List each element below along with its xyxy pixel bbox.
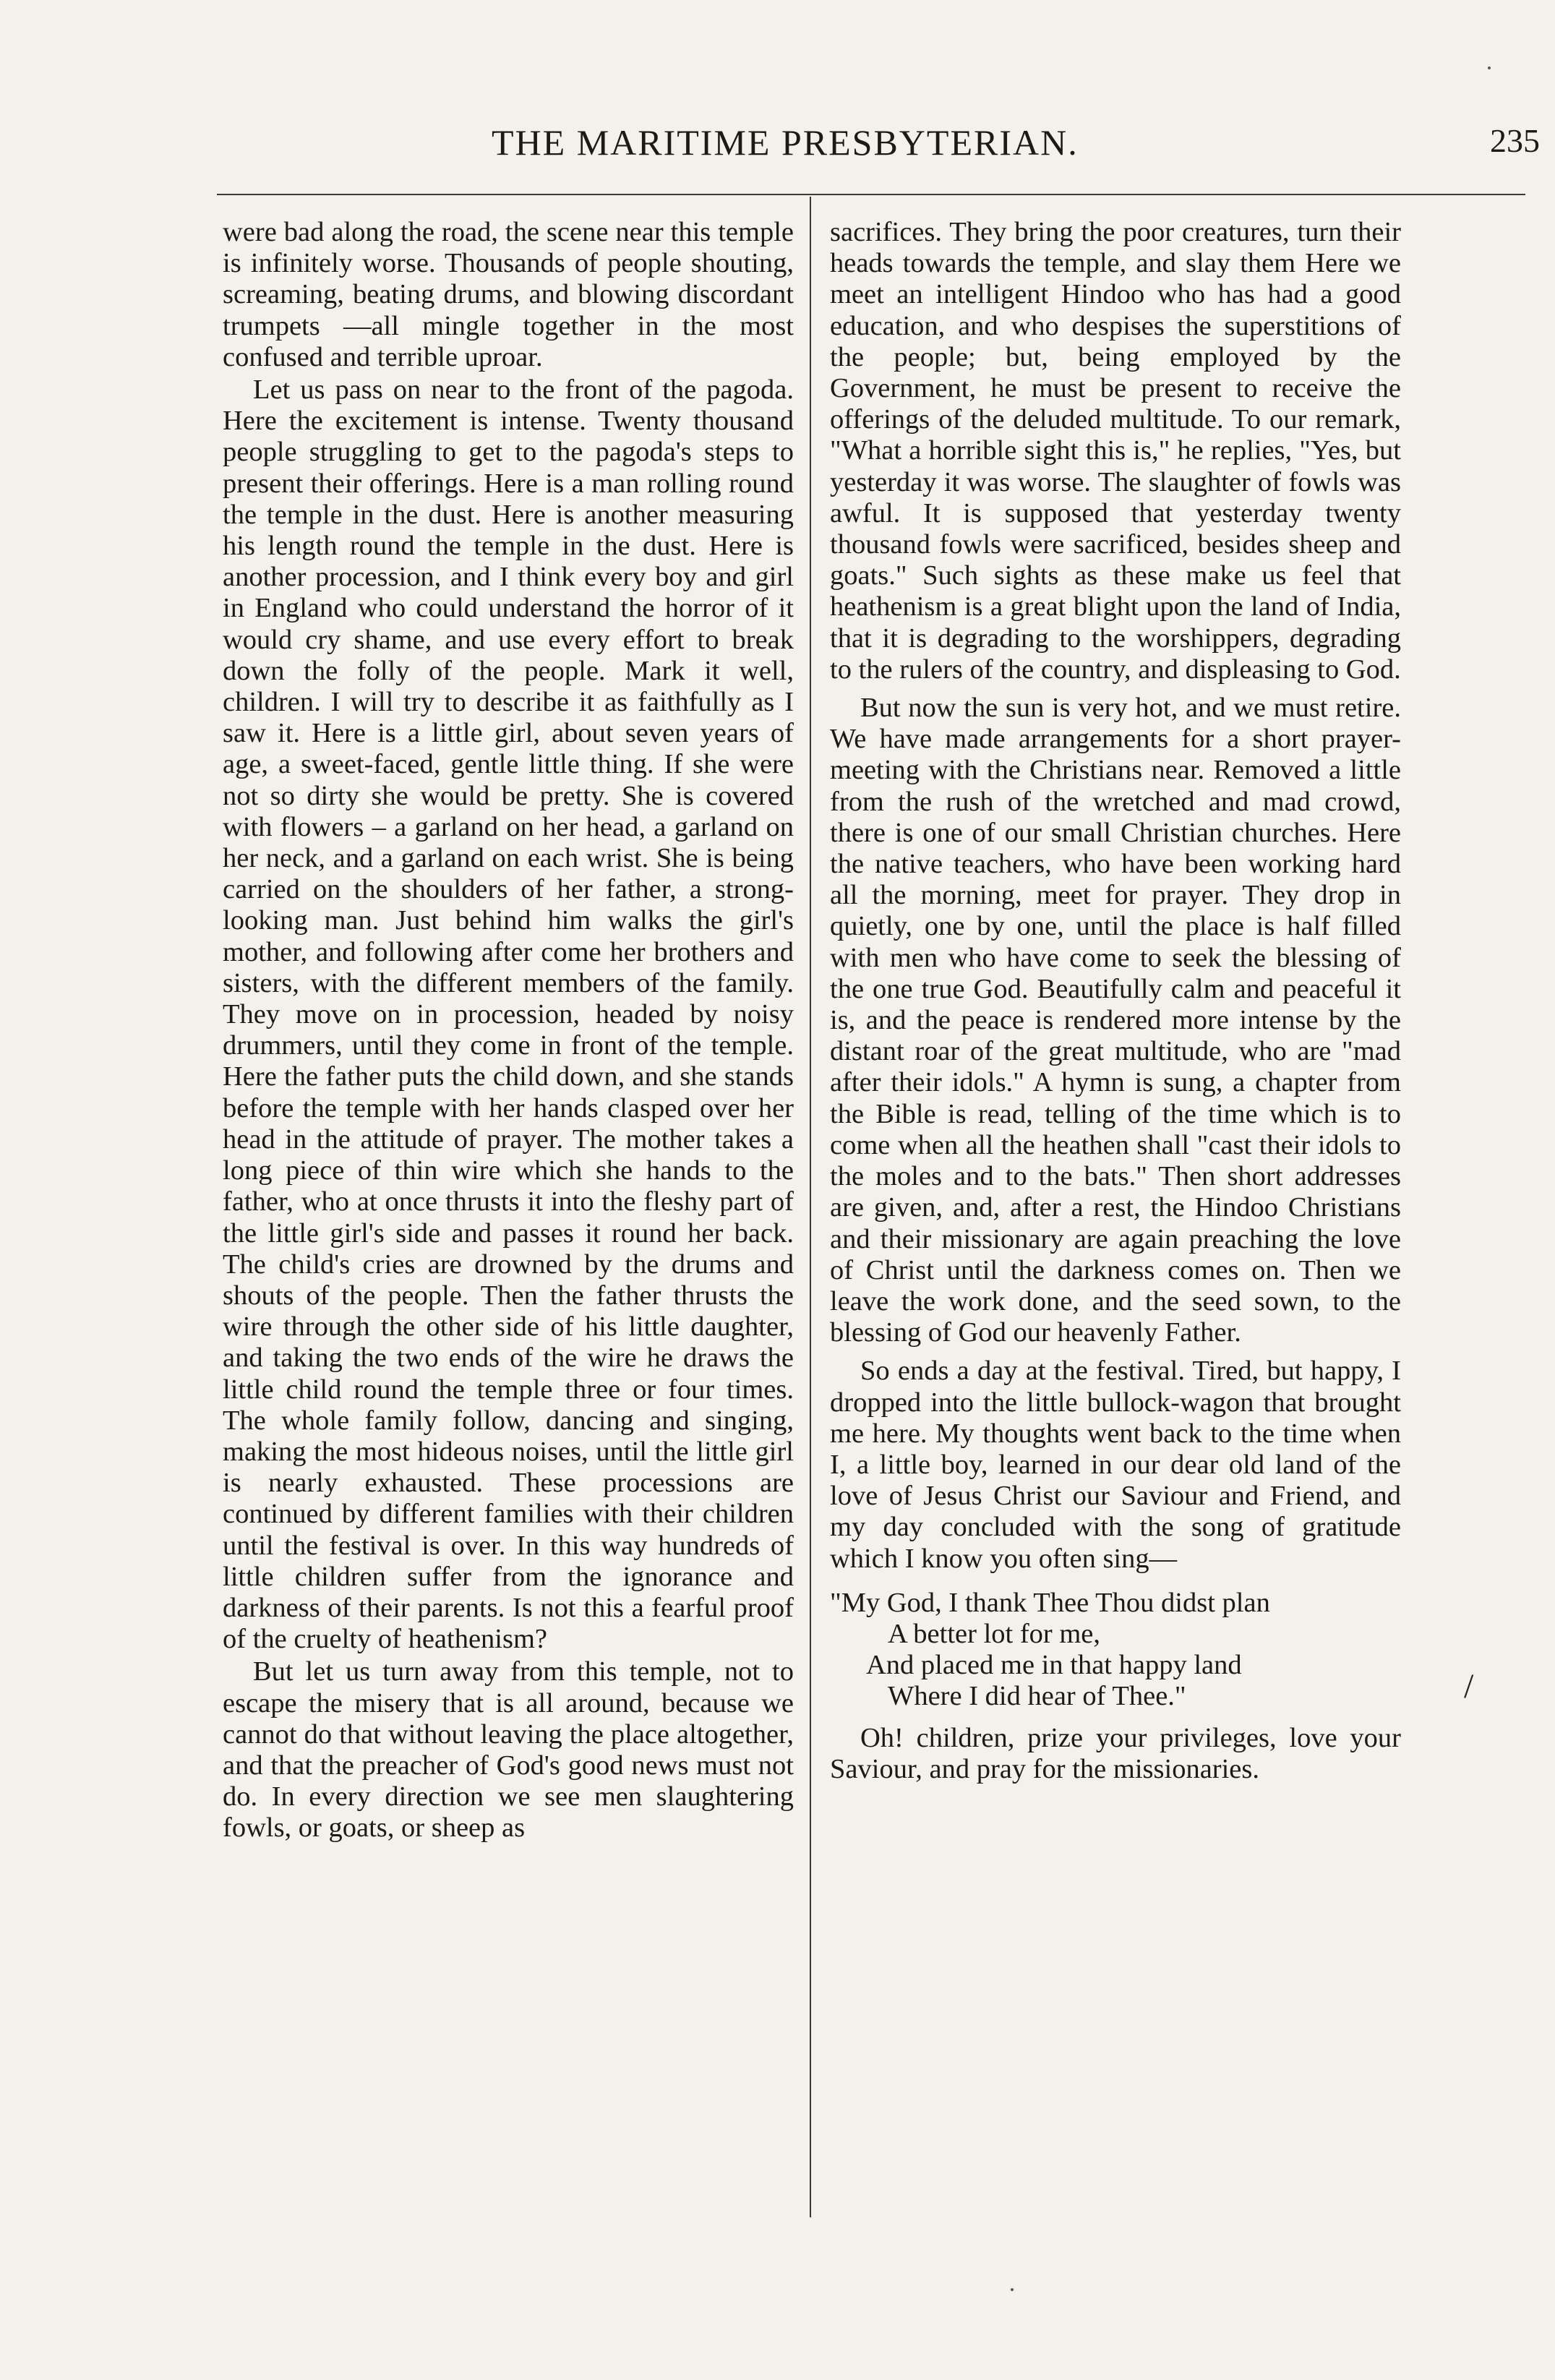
left-paragraph: But let us turn away from this temple, not to escape the misery that is all around, because we cannot do that without leaving the place altogether, and that the preacher of God's good news must not do. In every direction we see men slaughtering fowls, or goats, or sheep as (223, 1656, 794, 1844)
hymn-line: "My God, I thank Thee Thou didst plan (830, 1587, 1270, 1618)
right-paragraph: So ends a day at the festival. Tired, but happy, I dropped into the little bullock-wagon that brought me here. My thoughts went back to the time when I, a little boy, learned in our dear old land of the love of Jesus Christ our Saviour and Friend, and my day concluded with the song of gratitude which I know you often sing— (830, 1356, 1401, 1574)
left-paragraph: Let us pass on near to the front of the pagoda. Here the excitement is intense. Twenty thousand people struggling to get to the pagoda's steps to present their offerings. Here is a man rolling round the temple in the dust. Here is another measuring his length round the temple in the dust. Here is another procession, and I think every boy and girl in England who could understand the horror of it would cry shame, and use every effort to break down the folly of the people. Mark it well, children. I will try to describe it as faithfully as I saw it. Here is a little girl, about seven years of age, a sweet-faced, gentle little thing. If she were not so dirty she would be pretty. She is covered with flowers – a garland on her head, a garland on her neck, and a garland on each wrist. She is being carried on the shoulders of her father, a strong-looking man. Just behind him walks the girl's mother, and following after come her brothers and sisters, with the different members of the family. They move on in procession, headed by noisy drummers, until they come in front of the temple. Here the father puts the child down, and she stands before the temple with her hands clasped over her head in the attitude of prayer. The mother takes a long piece of thin wire which she hands to the father, who at once thrusts it into the fleshy part of the little girl's side and passes it round her back. The child's cries are drowned by the drums and shouts of the people. Then the father thrusts the wire through the other side of his little daughter, and taking the two ends of the wire he draws the little child round the temple three or four times. The whole family follow, dancing and singing, making the most hideous noises, until the little girl is nearly exhausted. These processions are continued by different families with their children until the festival is over. In this way hundreds of little children suffer from the ignorance and darkness of their parents. Is not this a fearful proof of the cruelty of heathenism? (223, 374, 794, 1655)
right-column (830, 217, 1401, 1785)
hymn-line: Where I did hear of Thee." (888, 1681, 1186, 1712)
right-paragraph: But now the sun is very hot, and we must retire. We have made arrangements for a short prayer-meeting with the Christians near. Removed a little from the rush of the wretched and mad crowd, there is one of our small Christian churches. Here the native teachers, who have been working hard all the morning, meet for prayer. They drop in quietly, one by one, until the place is half filled with men who have come to seek the blessing of the one true God. Beautifully calm and peaceful it is, and the peace is rendered more intense by the distant roar of the great multitude, who are "mad after their idols." A hymn is sung, a chapter from the Bible is read, telling of the time which is to come when all the heathen shall "cast their idols to the moles and to the bats." Then short addresses are given, and, after a rest, the Hindoo Christians and their missionary are again preaching the love of Christ until the darkness comes on. Then we leave the work done, and the seed sown, to the blessing of God our heavenly Father. (830, 693, 1401, 1348)
closing-paragraph: Oh! children, prize your privileges, love your Saviour, and pray for the missionaries. (830, 1722, 1401, 1784)
page-number: 235 (1490, 122, 1540, 159)
header-rule (217, 194, 1525, 195)
right-paragraph: sacrifices. They bring the poor creatures, turn their heads towards the temple, and slay them Here we meet an intelligent Hindoo who has had a good education, and who despises the superstitions of the people; but, being employed by the Government, he must be present to receive the offerings of the deluded multitude. To our remark, "What a horrible sight this is," he replies, "Yes, but yesterday it was worse. The slaughter of fowls was awful. It is supposed that yesterday twenty thousand fowls were sacrificed, besides sheep and goats." Such sights as these make us feel that heathenism is a great blight upon the land of India, that it is degrading to the worshippers, degrading to the rulers of the country, and displeasing to God. (830, 217, 1401, 685)
margin-mark: / (1464, 1667, 1474, 1705)
left-paragraph: were bad along the road, the scene near this temple is infinitely worse. Thousands of people shouting, screaming, beating drums, and blowing discordant trumpets —all mingle together in the most confused and terrible uproar. (223, 217, 794, 372)
paper-speck (1011, 2288, 1014, 2291)
paper-speck (1488, 67, 1491, 69)
hymn-line: And placed me in that happy land (866, 1650, 1242, 1681)
hymn-verse (830, 1588, 1401, 1713)
running-title: THE MARITIME PRESBYTERIAN. (492, 122, 1079, 163)
left-column (223, 217, 794, 1844)
page-header (217, 121, 1540, 174)
column-divider (810, 197, 811, 2217)
hymn-line: A better lot for me, (888, 1618, 1101, 1649)
